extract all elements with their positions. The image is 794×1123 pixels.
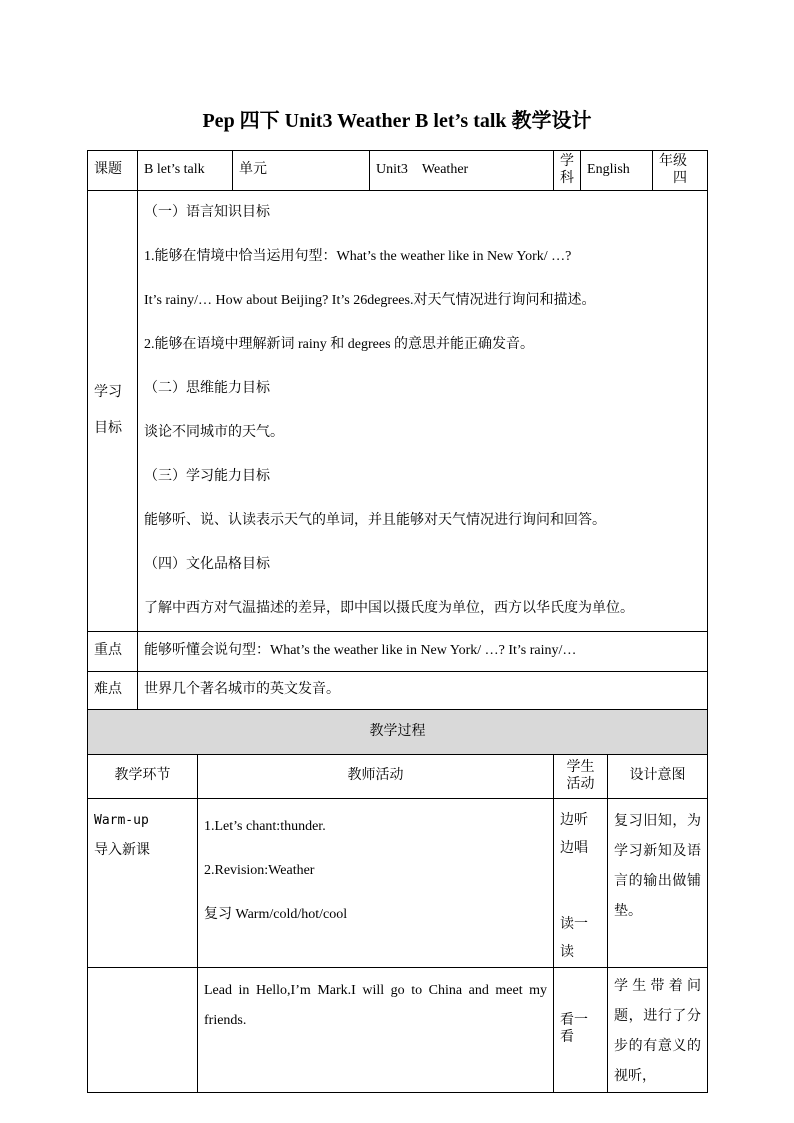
stage-cell: Warm-up 导入新课 [88, 799, 198, 968]
topic-value: B let’s talk [138, 151, 233, 191]
student-activity-cell: 边听边唱 读一读 [554, 799, 608, 968]
purpose-cell: 学生带着问题，进行了分步的有意义的视听， [608, 968, 708, 1093]
objectives-content [138, 191, 708, 632]
grade-cell [653, 151, 708, 191]
difficult-point-value: 世界几个著名城市的英文发音。 [138, 672, 708, 710]
objective-line: It’s rainy/… How about Beijing? It’s 26degrees.对天气情况进行询问和描述。 [144, 293, 596, 308]
objective-line: 能够听、说、认读表示天气的单词，并且能够对天气情况进行询问和回答。 [144, 513, 606, 528]
lesson-plan-table [87, 150, 708, 1093]
teacher-activity-cell: Lead in Hello,I’m Mark.I will go to China and meet my friends. [198, 968, 554, 1093]
key-point-label: 重点 [88, 632, 138, 672]
column-header-stage: 教学环节 [88, 755, 198, 799]
student-activity-cell: 看一看 [554, 968, 608, 1093]
objective-line: （四）文化品格目标 [144, 557, 270, 572]
objectives-label: 学习 目标 [88, 191, 138, 632]
grade-value: 四 [673, 170, 688, 186]
objective-line: 1.能够在情境中恰当运用句型：What’s the weather like in New York/ …? [144, 249, 572, 264]
page-title: Pep 四下 Unit3 Weather B let’s talk 教学设计 [202, 110, 592, 132]
objective-line: （三）学习能力目标 [144, 469, 270, 484]
subject-value: English [581, 151, 653, 191]
subject-label: 学科 [554, 151, 581, 191]
stage-cell [88, 968, 198, 1093]
purpose-cell: 复习旧知，为学习新知及语言的输出做铺垫。 [608, 799, 708, 968]
objective-line: 2.能够在语境中理解新词 rainy 和 degrees 的意思并能正确发音。 [144, 337, 535, 352]
objective-line: （二）思维能力目标 [144, 381, 270, 396]
difficult-point-label: 难点 [88, 672, 138, 710]
objective-line: 谈论不同城市的天气。 [144, 425, 284, 440]
column-header-teacher: 教师活动 [198, 755, 554, 799]
unit-value: Unit3 Weather [370, 151, 554, 191]
grade-label: 年级 [659, 153, 688, 169]
key-point-value: 能够听懂会说句型：What’s the weather like in New York/ …? It’s rainy/… [138, 632, 708, 672]
unit-label: 单元 [233, 151, 370, 191]
objective-line: （一）语言知识目标 [144, 205, 270, 220]
column-header-student: 学生活动 [554, 755, 608, 799]
column-header-purpose: 设计意图 [608, 755, 708, 799]
topic-label: 课题 [88, 151, 138, 191]
objective-line: 了解中西方对气温描述的差异，即中国以摄氏度为单位，西方以华氏度为单位。 [144, 601, 634, 616]
process-heading: 教学过程 [88, 710, 708, 755]
teacher-activity-cell: 1.Let’s chant:thunder. 2.Revision:Weather 复习 Warm/cold/hot/cool [198, 799, 554, 968]
